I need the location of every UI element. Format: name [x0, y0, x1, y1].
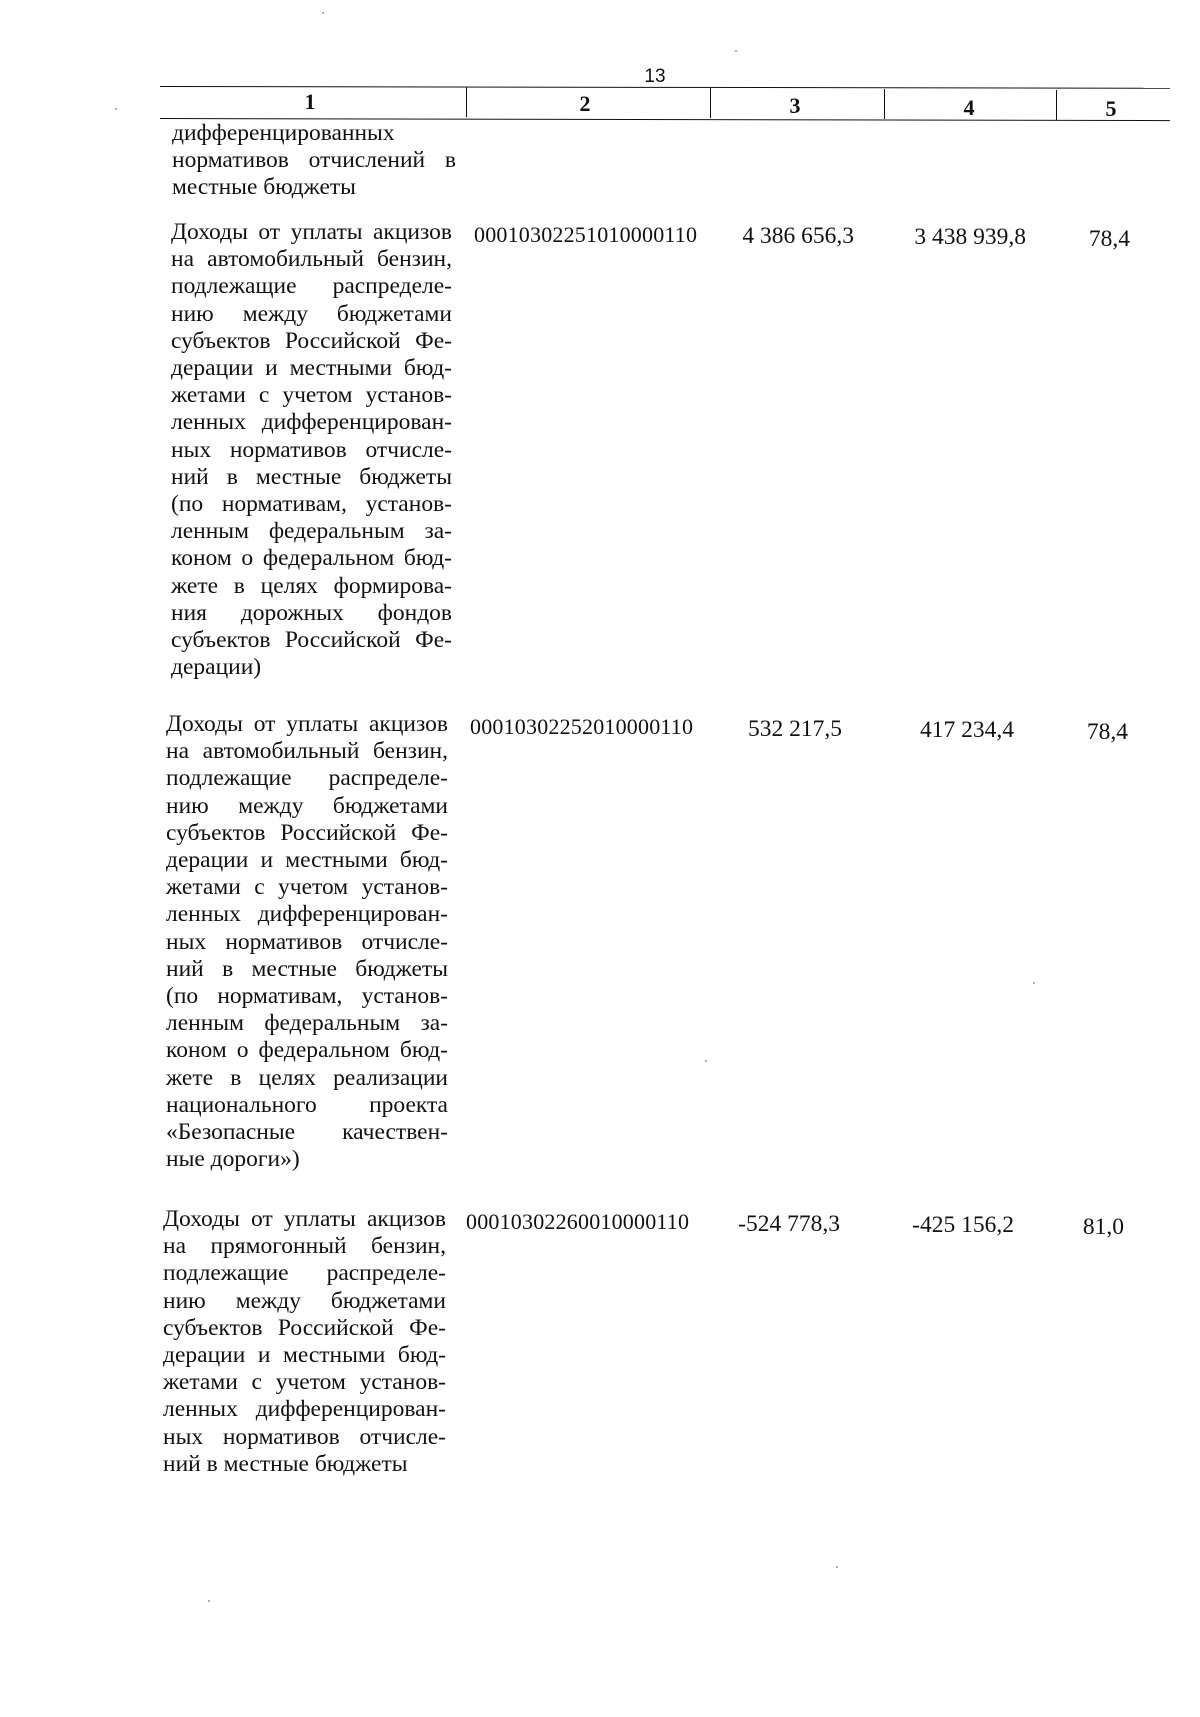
table-row-3-col3: -524 778,3: [738, 1211, 840, 1237]
text-line: ных нормативов отчисле-: [166, 928, 448, 955]
scan-speck: [735, 50, 737, 52]
text-line: на прямогонный бензин,: [163, 1233, 446, 1260]
text-line: субъектов Российской Фе-: [166, 819, 448, 846]
column-header-2: 2: [579, 91, 591, 116]
text-line: субъектов Российской Фе-: [163, 1314, 446, 1341]
text-line: ния дорожных фондов: [171, 599, 452, 626]
column-header-5: 5: [1105, 96, 1117, 121]
page-number: 13: [644, 66, 666, 87]
table-row-3-col4: -425 156,2: [912, 1212, 1014, 1238]
text-line: ленных дифференцирован-: [166, 901, 448, 928]
column-header-3: 3: [789, 93, 801, 118]
table-row-2-col3: 532 217,5: [748, 716, 842, 742]
text-line: субъектов Российской Фе-: [171, 327, 452, 354]
table-row-1-col3: 4 386 656,3: [742, 223, 854, 249]
header-separator-1: [466, 87, 467, 117]
text-line: на автомобильный бензин,: [171, 246, 452, 273]
text-line: дерации и местными бюд-: [163, 1342, 446, 1369]
text-line: дерации и местными бюд-: [166, 847, 448, 874]
table-row-2-description: [166, 711, 448, 1173]
text-line: жете в целях реализации: [166, 1064, 448, 1091]
text-line: нормативов отчислений в: [172, 147, 456, 174]
text-line: ные дороги»): [166, 1146, 300, 1173]
text-line: дерации): [171, 654, 262, 681]
text-line: субъектов Российской Фе-: [171, 627, 452, 654]
text-line: дерации и местными бюд-: [171, 355, 452, 382]
scan-speck: [208, 1600, 210, 1602]
table-row-1-col5: 78,4: [1088, 226, 1130, 252]
text-line: жете в целях формирова-: [171, 572, 452, 599]
text-line: ленным федеральным за-: [166, 1010, 448, 1037]
scan-speck: [705, 1060, 707, 1062]
text-line: ных нормативов отчисле-: [171, 436, 452, 463]
continuation-text: [172, 120, 456, 202]
text-line: местные бюджеты: [172, 174, 356, 201]
text-line: ленных дифференцирован-: [163, 1396, 446, 1423]
text-line: ленным федеральным за-: [171, 518, 452, 545]
text-line: ний в местные бюджеты: [171, 463, 452, 490]
text-line: ленных дифференцирован-: [171, 409, 452, 436]
text-line: нию между бюджетами: [163, 1287, 446, 1314]
text-line: подлежащие распределе-: [163, 1260, 446, 1287]
table-row-3-code: 00010302260010000110: [466, 1209, 690, 1234]
text-line: (по нормативам, установ-: [166, 983, 448, 1010]
column-header-1: 1: [304, 89, 316, 114]
table-row-2-code: 00010302252010000110: [470, 714, 694, 739]
header-separator-4: [1056, 90, 1057, 120]
text-line: Доходы от уплаты акцизов: [166, 711, 448, 737]
table-row-1-description: [171, 219, 452, 681]
text-line: на автомобильный бензин,: [166, 738, 448, 765]
text-line: ний в местные бюджеты: [163, 1450, 408, 1477]
text-line: нию между бюджетами: [171, 300, 452, 327]
table-row-1-col4: 3 438 939,8: [914, 224, 1026, 250]
text-line: жетами с учетом установ-: [171, 382, 452, 409]
scan-speck: [836, 1566, 838, 1568]
text-line: коном о федеральном бюд-: [171, 545, 452, 572]
table-row-3-description: [163, 1206, 446, 1478]
text-line: ний в местные бюджеты: [166, 955, 448, 982]
text-line: жетами с учетом установ-: [166, 874, 448, 901]
text-line: ных нормативов отчисле-: [163, 1423, 446, 1450]
scan-speck: [322, 12, 324, 14]
text-line: подлежащие распределе-: [166, 765, 448, 792]
column-header-4: 4: [963, 95, 975, 120]
text-line: национального проекта: [166, 1091, 448, 1118]
text-line: Доходы от уплаты акцизов: [163, 1206, 446, 1232]
scan-speck: [115, 108, 117, 110]
table-row-3-col5: 81,0: [1082, 1214, 1124, 1240]
text-line: дифференцированных: [172, 120, 395, 146]
table-row-2-col5: 78,4: [1086, 719, 1128, 745]
text-line: подлежащие распределе-: [171, 273, 452, 300]
header-separator-3: [884, 89, 885, 119]
table-row-2-col4: 417 234,4: [920, 717, 1014, 743]
scan-speck: [1033, 982, 1035, 984]
text-line: коном о федеральном бюд-: [166, 1037, 448, 1064]
text-line: Доходы от уплаты акцизов: [171, 219, 452, 245]
header-separator-2: [710, 88, 711, 118]
text-line: жетами с учетом установ-: [163, 1369, 446, 1396]
text-line: нию между бюджетами: [166, 792, 448, 819]
text-line: (по нормативам, установ-: [171, 491, 452, 518]
table-row-1-code: 00010302251010000110: [474, 222, 698, 247]
text-line: «Безопасные качествен-: [166, 1119, 448, 1146]
